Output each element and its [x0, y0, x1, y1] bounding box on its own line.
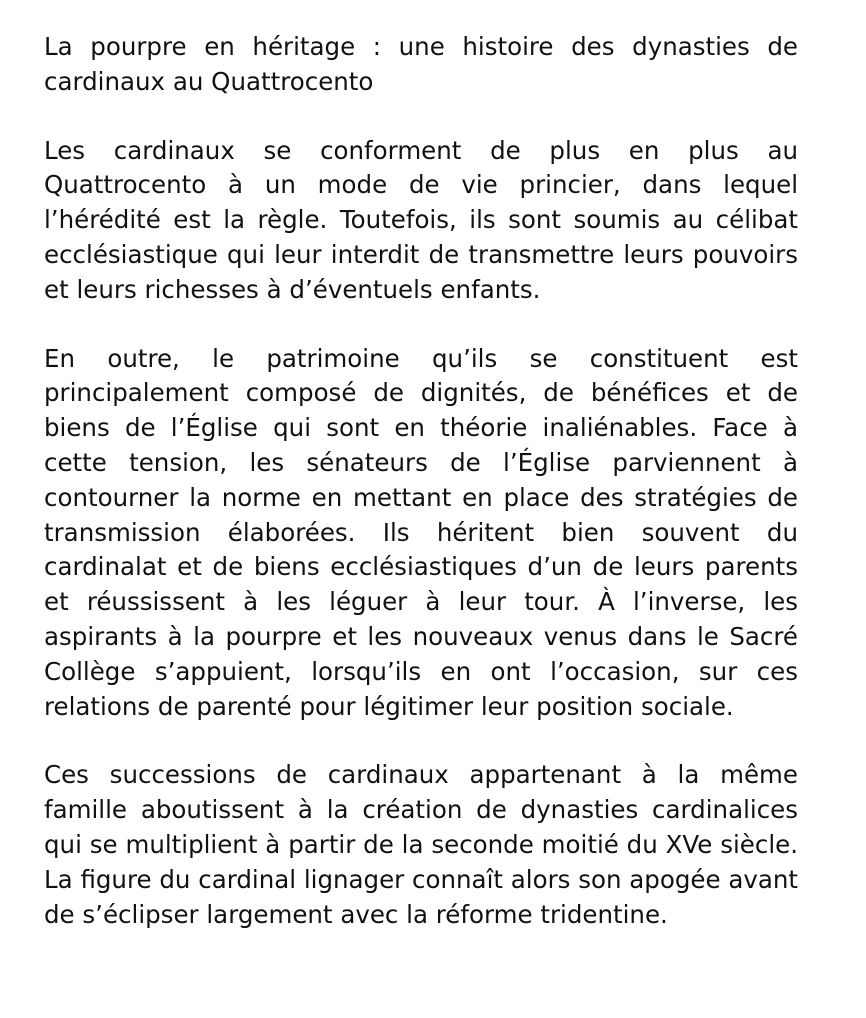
paragraph-1: Les cardinaux se conforment de plus en plus au Quattrocento à un mode de vie princier, dans lequel l’hérédité est la règle. Toutefois, ils sont soumis au célibat ecclésiastique qui leur interdit de transmettre leurs pouvoirs et leurs richesses à d’éventuels enfants.	[44, 135, 798, 304]
document-page	[44, 30, 798, 932]
paragraph-3: Ces successions de cardinaux appartenant à la même famille aboutissent à la création de dynasties cardinalices qui se multiplient à partir de la seconde moitié du XVe siècle. La figure du cardinal lignager connaît alors son apogée avant de s’éclipser largement avec la réforme tridentine.	[44, 760, 798, 929]
paragraph-2: En outre, le patrimoine qu’ils se constituent est principalement composé de dignités, de bénéfices et de biens de l’Église qui sont en théorie inaliénables. Face à cette tension, les sénateurs de l’Église parviennent à contourner la norme en mettant en place des stratégies de transmission élaborées. Ils héritent bien souvent du cardinalat et de biens ecclésiastiques d’un de leurs parents et réussissent à les léguer à leur tour. À l’inverse, les aspirants à la pourpre et les nouveaux venus dans le Sacré Collège s’appuient, lorsqu’ils en ont l’occasion, sur ces relations de parenté pour légitimer leur position sociale.	[44, 343, 798, 721]
document-title: La pourpre en héritage : une histoire des dynasties de cardinaux au Quattrocento	[44, 32, 798, 96]
